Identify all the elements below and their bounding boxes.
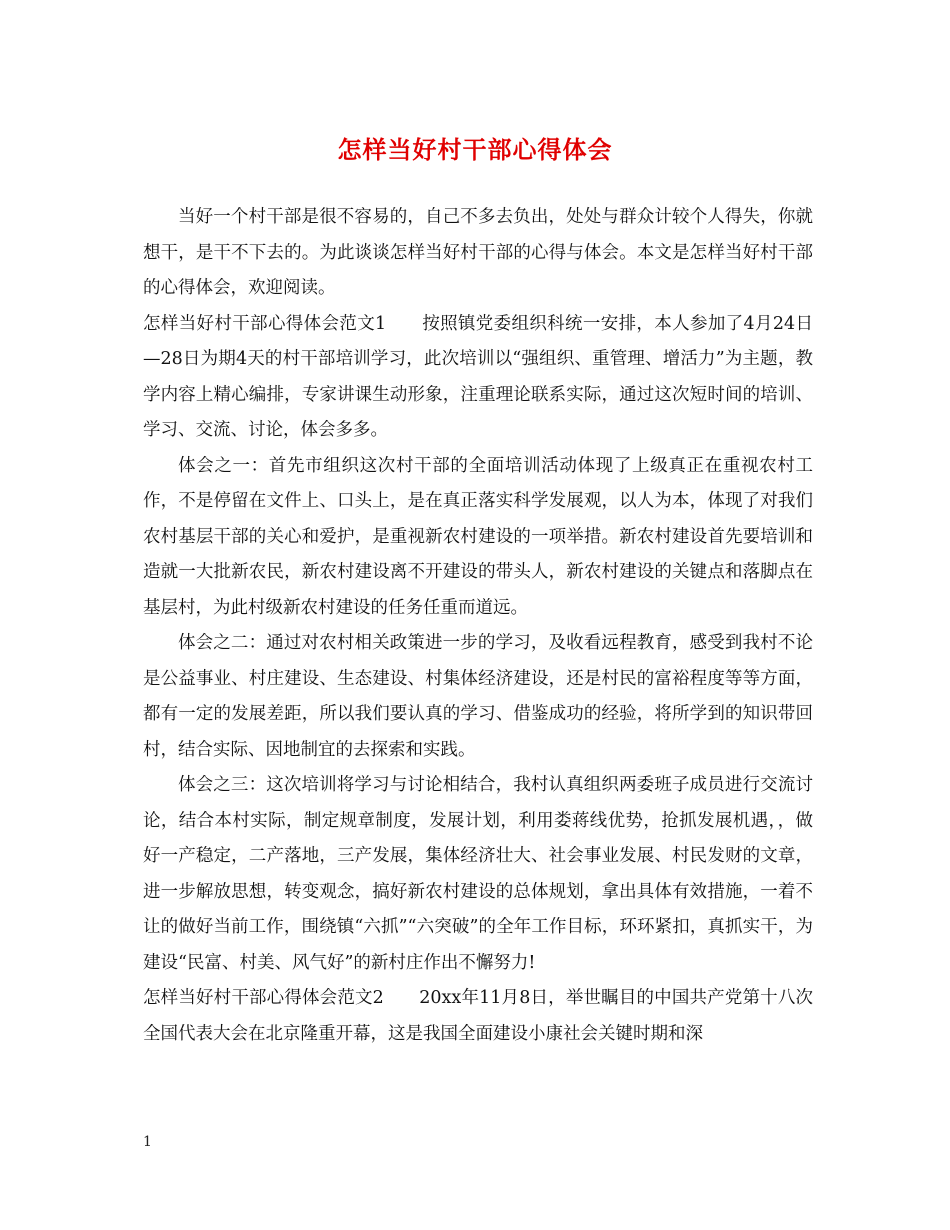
paragraph-insight-2: 体会之二：通过对农村相关政策进一步的学习，及收看远程教育，感受到我村不论是公益事业、村庄建设、生态建设、村集体经济建设，还是村民的富裕程度等等方面，都有一定的发展差距，所以我们要认真的学习、借鉴成功的经验，将所学到的知识带回村，结合实际、因地制宜的去探索和实践。 xyxy=(143,633,813,760)
paragraph-insight-3: 体会之三：这次培训将学习与讨论相结合，我村认真组织两委班子成员进行交流讨论，结合本村实际，制定规章制度，发展计划，利用娄蒋线优势，抢抓发展机遇，，做好一产稳定，二产落地，三产发展，集体经济壮大、社会事业发展、村民发财的文章，进一步解放思想，转变观念，搞好新农村建设的总体规划，拿出具体有效措施，一着不让的做好当前工作，围绕镇“六抓”“六突破”的全年工作目标，环环紧扣，真抓实干，为建设“民富、村美、风气好”的新村庄作出不懈努力! xyxy=(143,775,813,973)
paragraph-sample-1-heading: 怎样当好村干部心得体会范文1 按照镇党委组织科统一安排，本人参加了4月24日—28日为期4天的村干部培训学习，此次培训以“强组织、重管理、增活力”为主题，教学内容上精心编排，专家讲课生动形象，注重理论联系实际，通过这次短时间的培训、学习、交流、讨论，体会多多。 xyxy=(143,313,813,440)
document-body xyxy=(143,200,813,1052)
document-title: 怎样当好村干部心得体会 xyxy=(337,135,613,164)
paragraph-sample-2-heading: 怎样当好村干部心得体会范文2 20xx年11月8日，举世瞩目的中国共产党第十八次全国代表大会在北京隆重开幕，这是我国全面建设小康社会关键时期和深 xyxy=(143,988,813,1044)
page-number: 1 xyxy=(143,1134,152,1150)
paragraph-intro: 当好一个村干部是很不容易的，自己不多去负出，处处与群众计较个人得失，你就想干，是干不下去的。为此谈谈怎样当好村干部的心得与体会。本文是怎样当好村干部的心得体会，欢迎阅读。 xyxy=(143,207,813,298)
paragraph-insight-1: 体会之一：首先市组织这次村干部的全面培训活动体现了上级真正在重视农村工作，不是停留在文件上、口头上，是在真正落实科学发展观，以人为本，体现了对我们农村基层干部的关心和爱护，是重视新农村建设的一项举措。新农村建设首先要培训和造就一大批新农民，新农村建设离不开建设的带头人，新农村建设的关键点和落脚点在基层村，为此村级新农村建设的任务任重而道远。 xyxy=(143,455,813,618)
